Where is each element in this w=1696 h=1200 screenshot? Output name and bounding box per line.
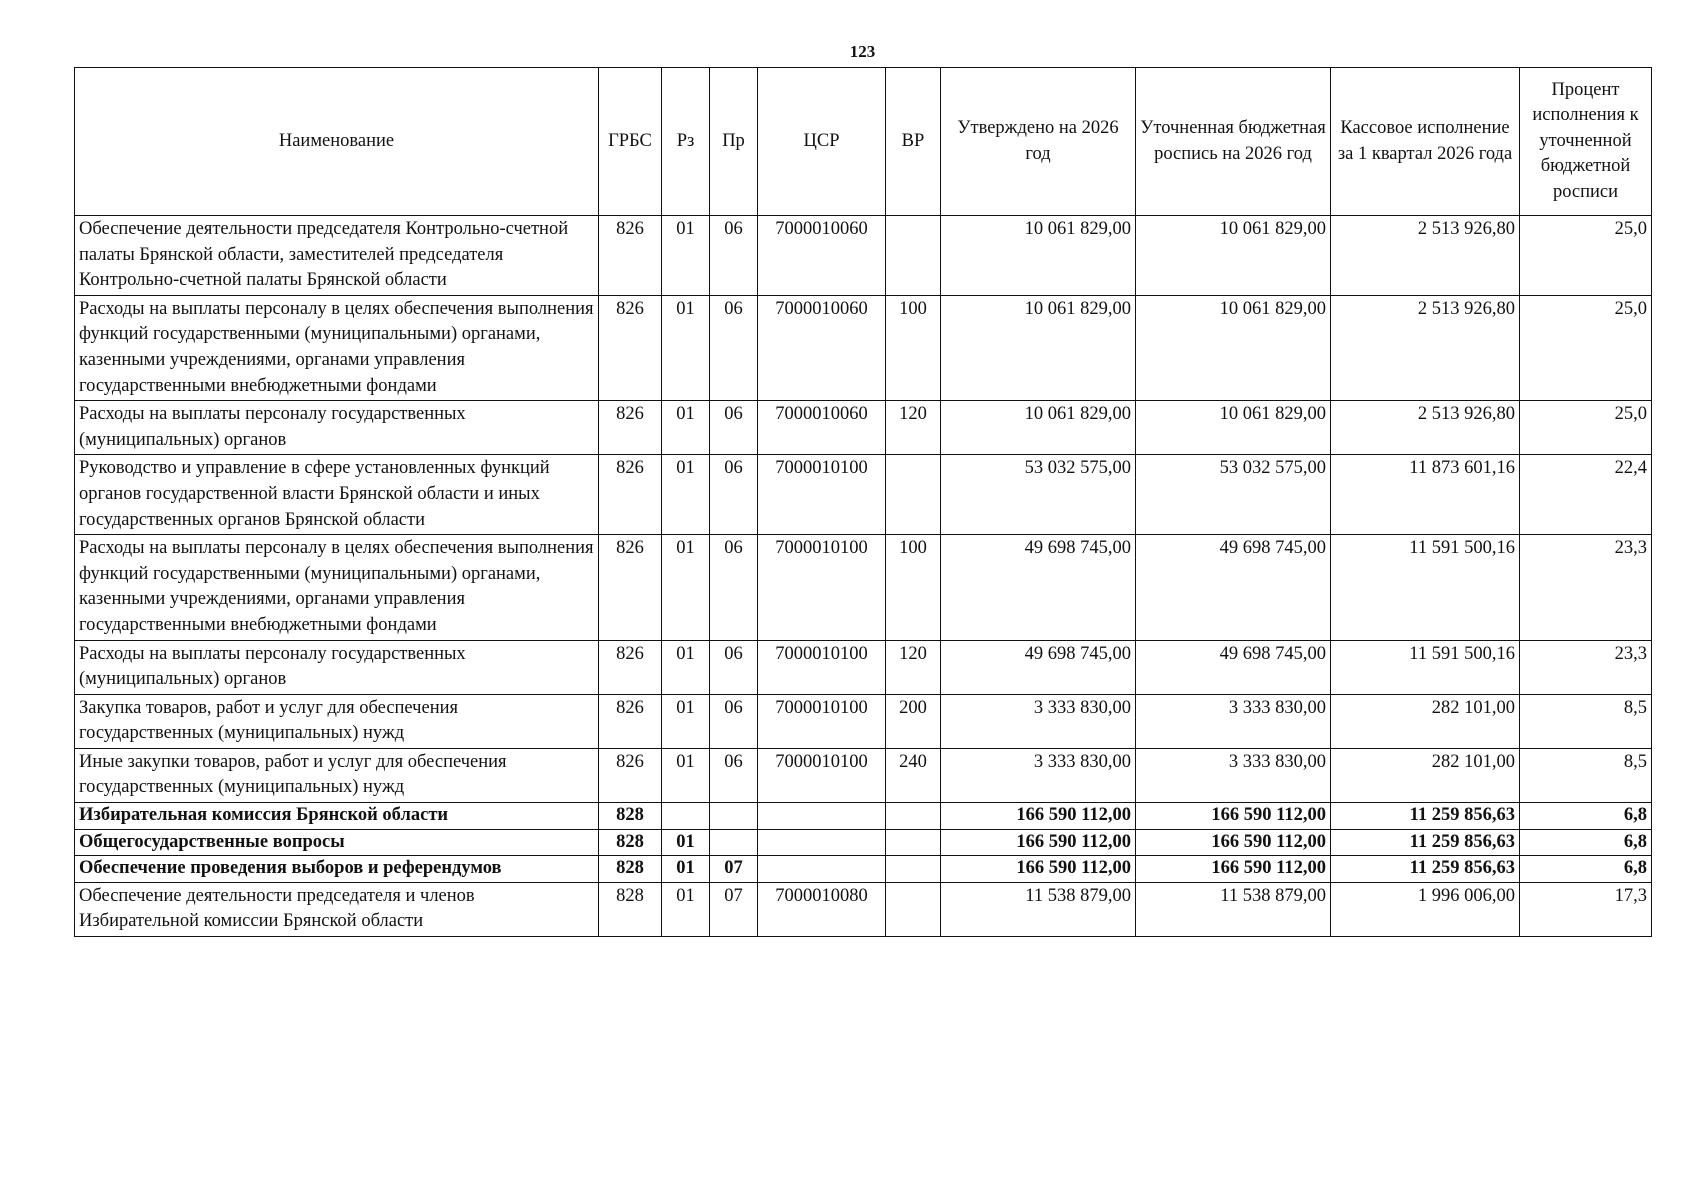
cell-grbs: 826 (599, 694, 662, 748)
cell-refined: 3 333 830,00 (1136, 694, 1331, 748)
page-number: 123 (849, 42, 876, 61)
cell-cash: 1 996 006,00 (1331, 882, 1520, 936)
cell-rz: 01 (662, 748, 710, 802)
cell-grbs: 828 (599, 803, 662, 830)
cell-rz: 01 (662, 694, 710, 748)
cell-percent: 17,3 (1520, 882, 1652, 936)
cell-name: Обеспечение проведения выборов и референдумов (75, 856, 599, 883)
cell-vr (886, 829, 941, 856)
cell-approved: 49 698 745,00 (941, 535, 1136, 640)
cell-csr: 7000010100 (758, 535, 886, 640)
cell-name: Расходы на выплаты персоналу государственных (муниципальных) органов (75, 401, 599, 455)
cell-refined: 49 698 745,00 (1136, 640, 1331, 694)
cell-rz: 01 (662, 882, 710, 936)
cell-approved: 11 538 879,00 (941, 882, 1136, 936)
cell-pr: 06 (710, 748, 758, 802)
cell-pr: 07 (710, 856, 758, 883)
cell-name: Обеспечение деятельности председателя Контрольно-счетной палаты Брянской области, заместителей председателя Контрольно-счетной палаты Брянской области (75, 216, 599, 296)
cell-name: Расходы на выплаты персоналу в целях обеспечения выполнения функций государственными (муниципальными) органами, казенными учреждениями, органами управления государственными внебюджетными фондами (75, 535, 599, 640)
cell-name: Расходы на выплаты персоналу в целях обеспечения выполнения функций государственными (муниципальными) органами, казенными учреждениями, органами управления государственными внебюджетными фондами (75, 295, 599, 400)
column-header-approved: Утверждено на 2026 год (941, 68, 1136, 216)
cell-refined: 10 061 829,00 (1136, 216, 1331, 296)
column-header-pr: Пр (710, 68, 758, 216)
table-row (75, 803, 1652, 830)
cell-csr: 7000010060 (758, 295, 886, 400)
cell-vr: 200 (886, 694, 941, 748)
cell-approved: 166 590 112,00 (941, 856, 1136, 883)
cell-percent: 8,5 (1520, 748, 1652, 802)
cell-csr: 7000010060 (758, 216, 886, 296)
cell-grbs: 826 (599, 748, 662, 802)
cell-vr: 100 (886, 295, 941, 400)
cell-name: Расходы на выплаты персоналу государственных (муниципальных) органов (75, 640, 599, 694)
table-row (75, 455, 1652, 535)
cell-vr: 240 (886, 748, 941, 802)
cell-rz: 01 (662, 829, 710, 856)
column-header-csr: ЦСР (758, 68, 886, 216)
cell-percent: 23,3 (1520, 640, 1652, 694)
cell-refined: 11 538 879,00 (1136, 882, 1331, 936)
cell-name: Избирательная комиссия Брянской области (75, 803, 599, 830)
cell-csr: 7000010060 (758, 401, 886, 455)
cell-grbs: 826 (599, 455, 662, 535)
cell-pr: 06 (710, 640, 758, 694)
table-row (75, 856, 1652, 883)
cell-refined: 166 590 112,00 (1136, 829, 1331, 856)
cell-percent: 23,3 (1520, 535, 1652, 640)
cell-vr (886, 856, 941, 883)
table-row (75, 640, 1652, 694)
cell-approved: 10 061 829,00 (941, 401, 1136, 455)
cell-percent: 6,8 (1520, 803, 1652, 830)
cell-percent: 6,8 (1520, 856, 1652, 883)
cell-cash: 2 513 926,80 (1331, 295, 1520, 400)
cell-name: Иные закупки товаров, работ и услуг для обеспечения государственных (муниципальных) нужд (75, 748, 599, 802)
cell-grbs: 826 (599, 295, 662, 400)
cell-cash: 11 873 601,16 (1331, 455, 1520, 535)
cell-approved: 166 590 112,00 (941, 829, 1136, 856)
cell-rz: 01 (662, 401, 710, 455)
cell-approved: 166 590 112,00 (941, 803, 1136, 830)
column-header-cash: Кассовое исполнение за 1 квартал 2026 года (1331, 68, 1520, 216)
cell-cash: 282 101,00 (1331, 748, 1520, 802)
cell-pr: 06 (710, 401, 758, 455)
cell-pr: 06 (710, 694, 758, 748)
cell-approved: 3 333 830,00 (941, 748, 1136, 802)
cell-approved: 53 032 575,00 (941, 455, 1136, 535)
table-row (75, 295, 1652, 400)
cell-rz: 01 (662, 295, 710, 400)
cell-percent: 8,5 (1520, 694, 1652, 748)
cell-refined: 3 333 830,00 (1136, 748, 1331, 802)
cell-approved: 10 061 829,00 (941, 216, 1136, 296)
cell-grbs: 828 (599, 829, 662, 856)
cell-percent: 25,0 (1520, 216, 1652, 296)
cell-rz (662, 803, 710, 830)
cell-pr (710, 803, 758, 830)
cell-vr: 100 (886, 535, 941, 640)
cell-grbs: 826 (599, 640, 662, 694)
cell-rz: 01 (662, 856, 710, 883)
cell-vr (886, 216, 941, 296)
column-header-percent: Процент исполнения к уточненной бюджетной росписи (1520, 68, 1652, 216)
cell-grbs: 828 (599, 856, 662, 883)
cell-csr: 7000010100 (758, 748, 886, 802)
table-header-row (75, 68, 1652, 216)
cell-vr: 120 (886, 401, 941, 455)
cell-vr (886, 455, 941, 535)
cell-approved: 3 333 830,00 (941, 694, 1136, 748)
cell-name: Обеспечение деятельности председателя и членов Избирательной комиссии Брянской области (75, 882, 599, 936)
cell-percent: 25,0 (1520, 401, 1652, 455)
cell-refined: 10 061 829,00 (1136, 401, 1331, 455)
cell-grbs: 828 (599, 882, 662, 936)
cell-cash: 11 259 856,63 (1331, 803, 1520, 830)
column-header-rz: Рз (662, 68, 710, 216)
cell-cash: 11 259 856,63 (1331, 856, 1520, 883)
cell-refined: 10 061 829,00 (1136, 295, 1331, 400)
cell-cash: 11 591 500,16 (1331, 535, 1520, 640)
table-row (75, 694, 1652, 748)
cell-cash: 282 101,00 (1331, 694, 1520, 748)
cell-pr: 06 (710, 295, 758, 400)
cell-cash: 2 513 926,80 (1331, 401, 1520, 455)
table-row (75, 216, 1652, 296)
cell-csr: 7000010080 (758, 882, 886, 936)
cell-name: Руководство и управление в сфере установленных функций органов государственной власти Брянской области и иных государственных органов Брянской области (75, 455, 599, 535)
column-header-vr: ВР (886, 68, 941, 216)
cell-pr: 07 (710, 882, 758, 936)
cell-refined: 166 590 112,00 (1136, 803, 1331, 830)
column-header-refined: Уточненная бюджетная роспись на 2026 год (1136, 68, 1331, 216)
cell-pr (710, 829, 758, 856)
cell-pr: 06 (710, 455, 758, 535)
cell-csr (758, 803, 886, 830)
cell-percent: 22,4 (1520, 455, 1652, 535)
cell-name: Закупка товаров, работ и услуг для обеспечения государственных (муниципальных) нужд (75, 694, 599, 748)
cell-vr (886, 882, 941, 936)
cell-cash: 11 591 500,16 (1331, 640, 1520, 694)
cell-rz: 01 (662, 535, 710, 640)
cell-refined: 166 590 112,00 (1136, 856, 1331, 883)
cell-rz: 01 (662, 640, 710, 694)
cell-rz: 01 (662, 216, 710, 296)
table-row (75, 535, 1652, 640)
cell-vr: 120 (886, 640, 941, 694)
cell-name: Общегосударственные вопросы (75, 829, 599, 856)
cell-pr: 06 (710, 216, 758, 296)
cell-grbs: 826 (599, 401, 662, 455)
column-header-grbs: ГРБС (599, 68, 662, 216)
cell-percent: 25,0 (1520, 295, 1652, 400)
cell-approved: 10 061 829,00 (941, 295, 1136, 400)
cell-grbs: 826 (599, 216, 662, 296)
cell-grbs: 826 (599, 535, 662, 640)
cell-csr (758, 829, 886, 856)
cell-csr: 7000010100 (758, 455, 886, 535)
table-row (75, 829, 1652, 856)
cell-vr (886, 803, 941, 830)
cell-csr: 7000010100 (758, 694, 886, 748)
table-row (75, 882, 1652, 936)
cell-pr: 06 (710, 535, 758, 640)
cell-csr: 7000010100 (758, 640, 886, 694)
cell-csr (758, 856, 886, 883)
cell-refined: 49 698 745,00 (1136, 535, 1331, 640)
budget-table (74, 67, 1652, 937)
table-row (75, 401, 1652, 455)
cell-approved: 49 698 745,00 (941, 640, 1136, 694)
cell-cash: 11 259 856,63 (1331, 829, 1520, 856)
table-body (75, 216, 1652, 937)
cell-refined: 53 032 575,00 (1136, 455, 1331, 535)
cell-percent: 6,8 (1520, 829, 1652, 856)
cell-cash: 2 513 926,80 (1331, 216, 1520, 296)
cell-rz: 01 (662, 455, 710, 535)
table-row (75, 748, 1652, 802)
column-header-name: Наименование (75, 68, 599, 216)
